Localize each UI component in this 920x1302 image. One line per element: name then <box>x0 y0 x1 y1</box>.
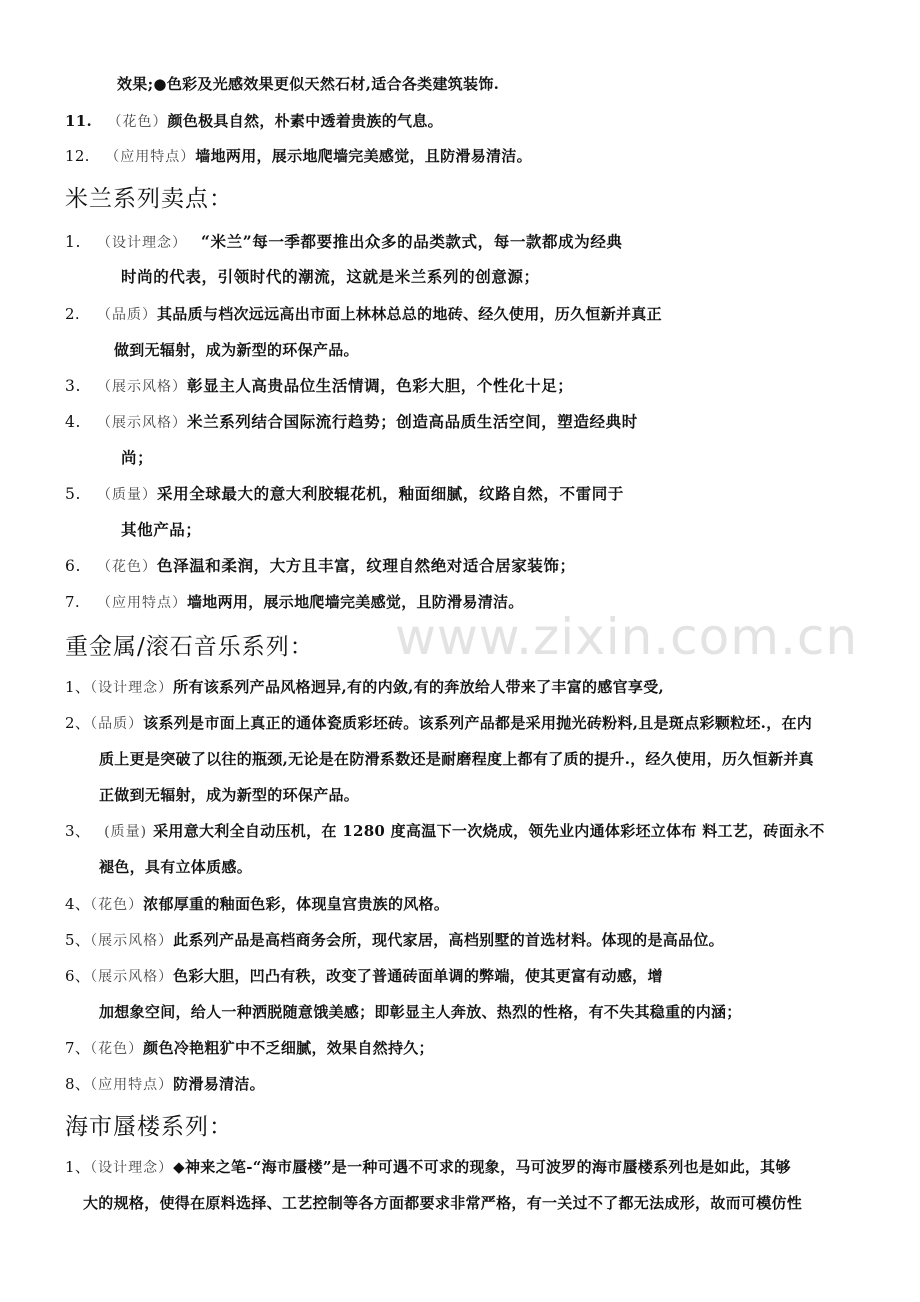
list-item-continuation: 大的规格，使得在原料选择、工艺控制等各方面都要求非常严格，有一关过不了都无法成形，故而可模仿性 <box>83 1194 803 1212</box>
list-item-continuation: 加想象空间，给人一种洒脱随意饿美感；即彰显主人奔放、热烈的性格，有不失其稳重的内涵； <box>99 1003 742 1021</box>
item-text: 此系列产品是高档商务会所，现代家居，高档别墅的首选材料。体现的是高品位。 <box>173 931 724 949</box>
item-tag: （品质） <box>97 307 157 323</box>
item-text: 墙地两用，展示地爬墙完美感觉，且防滑易清洁。 <box>187 593 524 611</box>
item-number: 1. <box>65 233 81 251</box>
list-item <box>65 966 663 987</box>
item-tag: （品质） <box>90 716 144 732</box>
item-tag: （应用特点） <box>97 595 187 611</box>
item-text: 所有该系列产品风格迥异,有的内敛,有的奔放给人带来了丰富的感官享受, <box>173 678 665 696</box>
item-text: ◆神来之笔-“海市蜃楼”是一种可遇不可求的现象，马可波罗的海市蜃楼系列也是如此，其够 <box>173 1158 791 1176</box>
item-text: 米兰系列结合国际流行趋势；创造高品质生活空间，塑造经典时 <box>187 412 638 431</box>
list-item <box>65 821 825 842</box>
list-item <box>65 556 576 577</box>
item-number: 6. <box>65 557 81 575</box>
section-title-milan: 米兰系列卖点： <box>65 186 233 212</box>
item-text: 浓郁厚重的釉面色彩，体现皇宫贵族的风格。 <box>143 895 450 913</box>
list-item <box>65 1157 791 1178</box>
item-number: 4. <box>65 413 81 431</box>
item-number: 6、 <box>65 967 91 985</box>
item-text: 采用意大利全自动压机，在 1280 度高温下一次烧成，领先业内通体彩坯立体布 料工艺，砖面永不 <box>153 822 825 840</box>
item-text: 墙地两用，展示地爬墙完美感觉，且防滑易清洁。 <box>195 147 532 165</box>
item-tag: （展示风格） <box>97 415 187 431</box>
list-item <box>65 677 664 698</box>
item-tag: （设计理念） <box>97 235 187 251</box>
list-item-continuation: 做到无辐射，成为新型的环保产品。 <box>114 341 359 359</box>
list-item <box>65 376 573 397</box>
watermark: www.zixin.com.cn <box>395 608 859 666</box>
item-number: 3. <box>65 377 81 395</box>
list-item-continuation: 时尚的代表，引领时代的潮流，这就是米兰系列的创意源； <box>121 267 540 286</box>
item-tag: （质量） <box>97 487 157 503</box>
item-tag: （应用特点） <box>90 1077 174 1093</box>
item-text: 该系列是市面上真正的通体瓷质彩坯砖。该系列产品都是采用抛光砖粉料,且是斑点彩颗粒坯.，在内 <box>143 714 813 732</box>
item-tag: （应用特点） <box>105 149 196 165</box>
item-text: 颜色冷艳粗犷中不乏细腻，效果自然持久； <box>143 1039 434 1057</box>
list-item <box>65 232 623 253</box>
item-text: 其品质与档次远远高出市面上林林总总的地砖、经久使用，历久恒新并真正 <box>157 305 662 323</box>
list-item <box>65 484 624 505</box>
item-tag: （花色） <box>90 1041 144 1057</box>
item-tag: （设计理念） <box>90 680 174 696</box>
item-number: 7、 <box>65 1039 91 1057</box>
item-text: 颜色极具自然，朴素中透着贵族的气息。 <box>167 112 443 130</box>
section-title-metal: 重金属/滚石音乐系列： <box>65 634 314 660</box>
list-item <box>65 1038 434 1059</box>
item-tag: （花色） <box>90 897 144 913</box>
item-number: 2. <box>65 305 80 323</box>
item-number: 3、 <box>65 822 91 840</box>
list-item <box>65 592 524 613</box>
item-tag: （花色） <box>107 114 168 130</box>
item-text: 色彩大胆，凹凸有秩，改变了普通砖面单调的弊端，使其更富有动感，增 <box>173 967 663 985</box>
list-item <box>65 894 449 915</box>
item-tag: （展示风格） <box>90 933 174 949</box>
list-item-continuation: 质上更是突破了以往的瓶颈,无论是在防滑系数还是耐磨程度上都有了质的提升.，经久使用，历久恒新并真 <box>99 750 814 768</box>
list-item <box>65 412 638 433</box>
list-item <box>65 713 812 734</box>
item-text: 色泽温和柔润，大方且丰富，纹理自然绝对适合居家装饰； <box>157 556 576 575</box>
list-item-continuation: 其他产品； <box>121 520 202 539</box>
item-tag: （展示风格） <box>90 969 174 985</box>
item-number: 7. <box>65 593 80 611</box>
item-number: 5. <box>65 485 81 503</box>
list-item <box>65 930 724 951</box>
list-item <box>65 146 532 167</box>
list-item-continuation: 正做到无辐射，成为新型的环保产品。 <box>99 786 360 804</box>
list-item <box>65 304 662 325</box>
item-tag: （花色） <box>97 559 157 575</box>
item-number: 1、 <box>65 678 91 696</box>
section-title-mirage: 海市蜃楼系列： <box>65 1114 233 1140</box>
list-item <box>65 1074 265 1095</box>
item-number: 5、 <box>65 931 91 949</box>
item-text: 采用全球最大的意大利胶辊花机，釉面细腻，纹路自然，不雷同于 <box>157 484 624 503</box>
item-number: 11. <box>65 112 92 130</box>
list-item-continuation: 尚； <box>121 448 154 467</box>
item-number: 12. <box>65 147 90 165</box>
item-text: 防滑易清洁。 <box>173 1075 265 1093</box>
item-tag: （展示风格） <box>97 379 187 395</box>
list-item <box>65 111 443 132</box>
item-number: 1、 <box>65 1158 91 1176</box>
item-number: 2、 <box>65 714 91 732</box>
item-tag: (质量) <box>104 824 148 840</box>
item-number: 8、 <box>65 1075 91 1093</box>
continuation-line: 效果;●色彩及光感效果更似天然石材,适合各类建筑装饰. <box>117 75 500 93</box>
item-tag: （设计理念） <box>90 1160 174 1176</box>
item-text: 彰显主人高贵品位生活情调，色彩大胆，个性化十足； <box>187 376 574 395</box>
item-number: 4、 <box>65 895 91 913</box>
item-text: “米兰”每一季都要推出众多的品类款式，每一款都成为经典 <box>201 232 623 251</box>
list-item-continuation: 褪色，具有立体质感。 <box>99 858 253 876</box>
